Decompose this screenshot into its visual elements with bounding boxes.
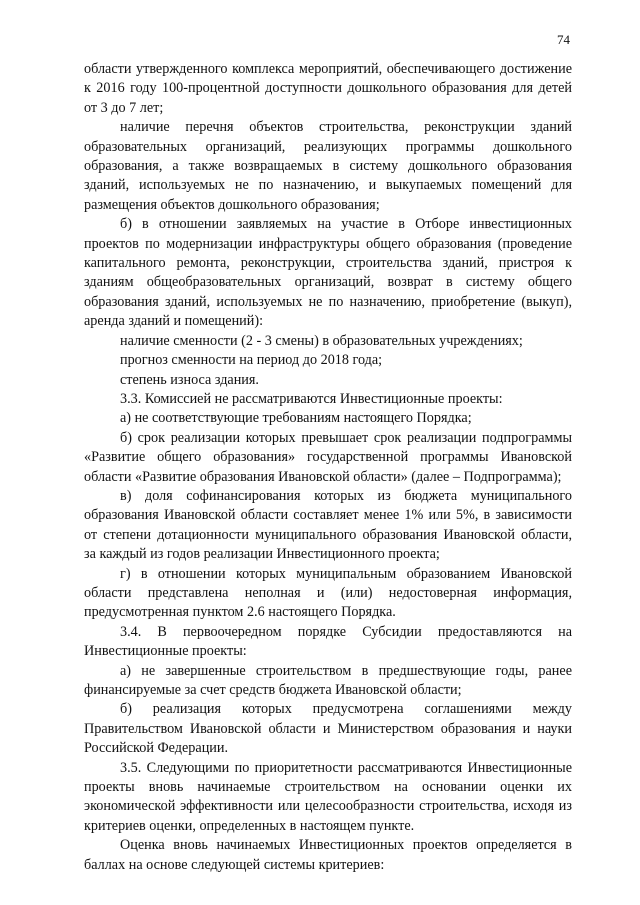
paragraph-12: 3.4. В первоочередном порядке Субсидии предоставляются на Инвестиционные проекты: (84, 623, 572, 660)
paragraph-10: в) доля софинансирования которых из бюджета муниципального образования Ивановской области составляет менее 1% или 5%, в зависимости от степени дотационности муниципального образования Ивановской области, за каждый из годов реализации Инвестиционного проекта; (84, 487, 572, 563)
paragraph-5: прогноз сменности на период до 2018 года; (120, 352, 383, 369)
paragraph-13: а) не завершенные строительством в предшествующие годы, ранее финансируемые за счет средств бюджета Ивановской области; (84, 662, 572, 698)
paragraph-2: наличие перечня объектов строительства, реконструкции зданий образовательных организаций, реализующих программы дошкольного образования, а также возвращаемых в систему дошкольного образования зданий, используемых не по назначению, и выкупаемых помещений для размещения объектов дошкольного образования; (84, 119, 572, 213)
paragraph-4: наличие сменности (2 - 3 смены) в образовательных учреждениях; (120, 332, 523, 349)
paragraph-11: г) в отношении которых муниципальным образованием Ивановской области представлена неполная и (или) недостоверная информация, предусмотренная пунктом 2.6 настоящего Порядка. (84, 565, 572, 621)
page-number: 74 (557, 32, 570, 47)
paragraph-15: 3.5. Следующими по приоритетности рассматриваются Инвестиционные проекты вновь начинаемые строительством на основании оценки их экономической эффективности или целесообразности строительства, исходя из критериев оценки, определенных в настоящем пункте. (84, 759, 572, 834)
paragraph-16: Оценка вновь начинаемых Инвестиционных проектов определяется в баллах на основе следующей системы критериев: (84, 837, 572, 873)
paragraph-8: а) не соответствующие требованиям настоящего Порядка; (120, 410, 472, 427)
document-body (84, 60, 572, 875)
paragraph-14: б) реализация которых предусмотрена соглашениями между Правительством Ивановской области и Министерством образования и науки Российской Федерации. (84, 701, 572, 757)
paragraph-6: степень износа здания. (120, 371, 259, 388)
paragraph-1: области утвержденного комплекса мероприятий, обеспечивающего достижение к 2016 году 100-процентной доступности дошкольного образования для детей от 3 до 7 лет; (84, 61, 572, 116)
paragraph-7: 3.3. Комиссией не рассматриваются Инвестиционные проекты: (120, 390, 503, 407)
paragraph-3: б) в отношении заявляемых на участие в Отборе инвестиционных проектов по модернизации инфраструктуры общего образования (проведение капитального ремонта, реконструкции, строительства зданий, пристроя к зданиям общеобразовательных организаций, возврат в систему общего образования зданий, используемых не по назначению, приобретение (выкуп), аренда зданий и помещений): (84, 216, 572, 330)
paragraph-9: б) срок реализации которых превышает срок реализации подпрограммы «Развитие общего образования» государственной программы Ивановской области «Развитие образования Ивановской области» (далее – Подпрограмма); (84, 429, 572, 485)
